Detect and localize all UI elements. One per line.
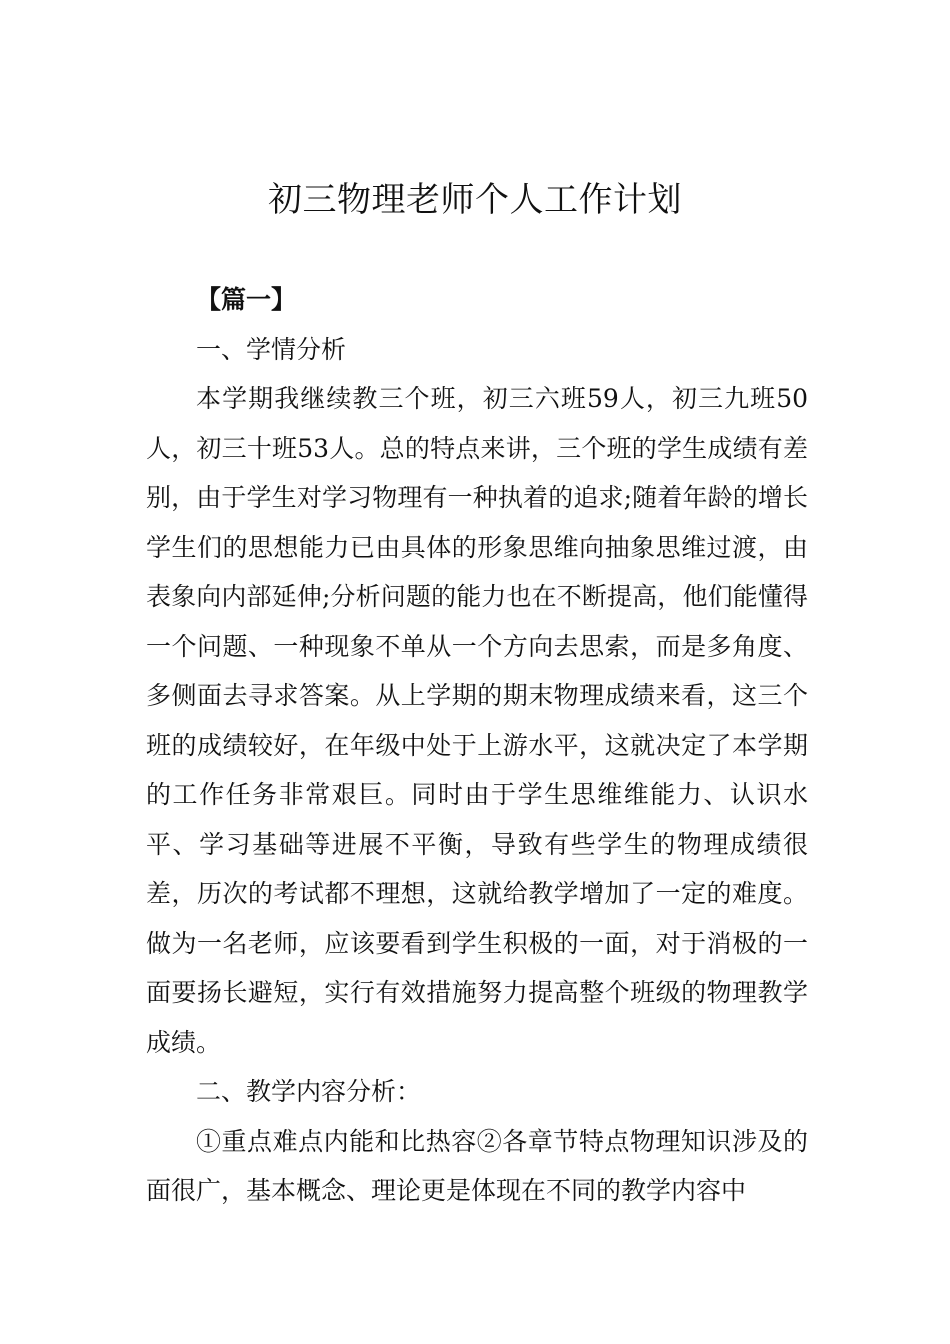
section-heading-2: 二、教学内容分析： [196,1077,422,1106]
section-heading-1: 一、学情分析 [196,334,347,364]
part-marker: 【篇一】 [196,285,297,314]
section-paragraph-1: 本学期我继续教三个班，初三六班59人，初三九班50人，初三十班53人。总的特点来讲，三个班的学生成绩有差别，由于学生对学习物理有一种执着的追求;随着年龄的增长学生们的思想能力已由具体的形象思维向抽象思维过渡，由表象向内部延伸;分析问题的能力也在不断提高，他们能懂得一个问题、一种现象不单从一个方向去思索，而是多角度、多侧面去寻求答案。从上学期的期末物理成绩来看，这三个班的成绩较好，在年级中处于上游水平，这就决定了本学期的工作任务非常艰巨。同时由于学生思维维能力、认识水平、学习基础等进展不平衡，导致有些学生的物理成绩很差，历次的考试都不理想，这就给教学增加了一定的难度。做为一名老师，应该要看到学生积极的一面，对于消极的一面要扬长避短，实行有效措施努力提高整个班级的物理教学成绩。 [146,384,808,1057]
document-body [146,275,808,1216]
section-paragraph-2: ①重点难点内能和比热容②各章节特点物理知识涉及的面很广，基本概念、理论更是体现在不同的教学内容中 [146,1126,808,1205]
document-title: 初三物理老师个人工作计划 [268,180,682,220]
